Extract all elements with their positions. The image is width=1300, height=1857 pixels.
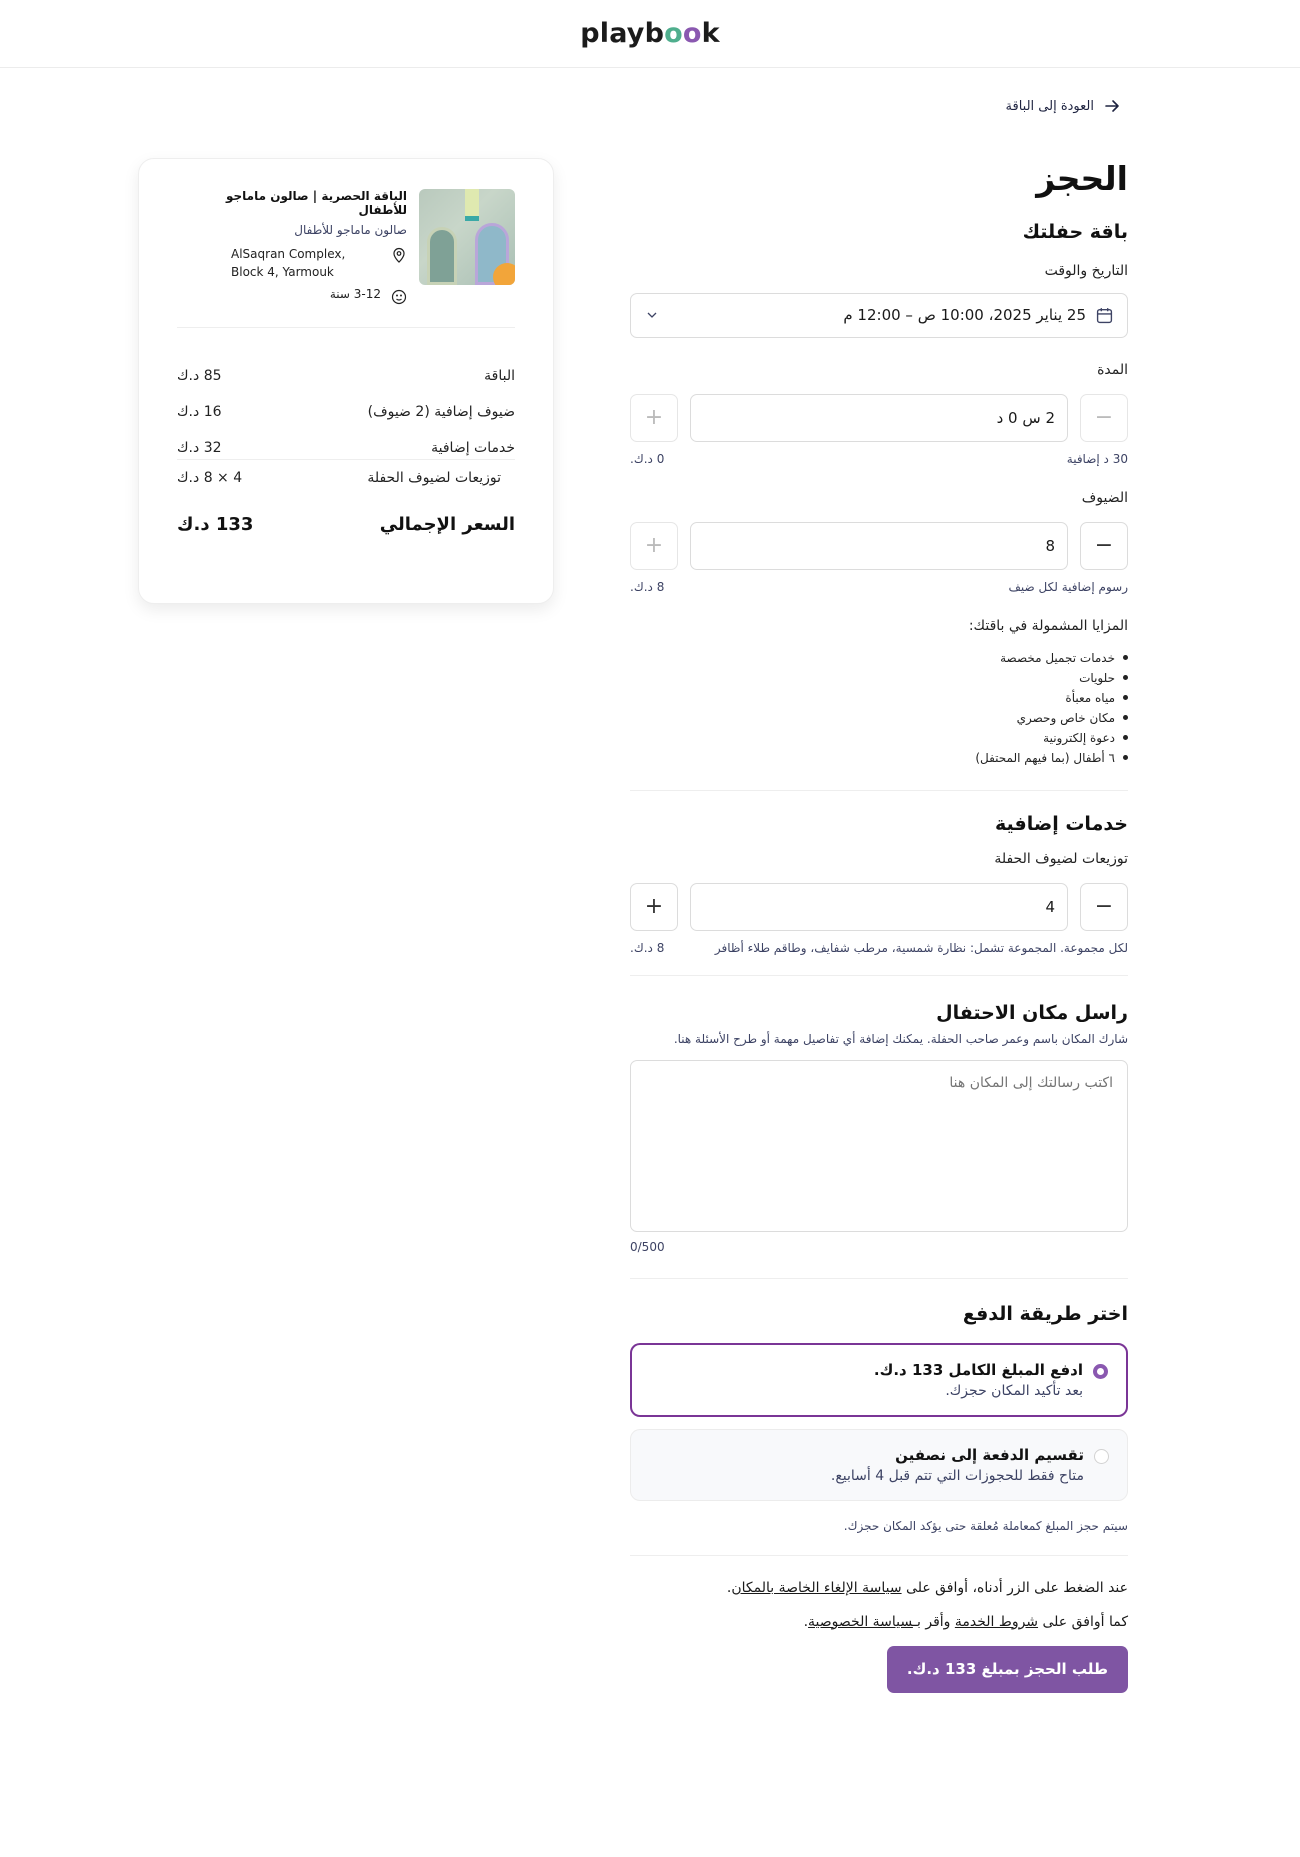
payment-option-subtitle: متاح فقط للحجوزات التي تتم قبل 4 أسابيع.: [830, 1467, 1084, 1484]
duration-price: 0 د.ك.: [630, 451, 665, 466]
divider: [630, 1555, 1128, 1556]
guests-price: 8 د.ك.: [630, 579, 665, 594]
summary-line: [177, 404, 515, 420]
cancellation-agreement: [630, 1580, 1128, 1596]
radio-selected-icon[interactable]: [1093, 1364, 1108, 1379]
goodie-bags-decrement-button[interactable]: −: [1080, 883, 1128, 931]
request-booking-button[interactable]: طلب الحجز بمبلغ 133 د.ك.: [887, 1646, 1128, 1693]
duration-increment-button[interactable]: +: [630, 394, 678, 442]
package-section-title: باقة حفلتك: [1022, 220, 1128, 243]
feature-item: خدمات تجميل مخصصة: [630, 648, 1128, 668]
divider: [630, 1278, 1128, 1279]
legal-text: عند الضغط على الزر أدناه، أوافق على: [901, 1579, 1128, 1596]
message-section-title: راسل مكان الاحتفال: [936, 1001, 1128, 1024]
arrow-right-icon: [1104, 98, 1120, 114]
features-title: المزايا المشمولة في باقتك:: [968, 617, 1128, 634]
legal-text: .: [726, 1579, 732, 1596]
back-link-label: العودة إلى الباقة: [1005, 98, 1094, 114]
legal-text: كما أوافق على: [1038, 1613, 1128, 1630]
radio-unselected-icon[interactable]: [1094, 1449, 1109, 1464]
total-amount: 133 د.ك: [177, 514, 254, 535]
summary-line: [177, 368, 515, 384]
date-time-label: التاريخ والوقت: [1044, 262, 1128, 279]
summary-line: [177, 440, 515, 460]
payment-section-title: اختر طريقة الدفع: [962, 1302, 1128, 1325]
total-label: السعر الإجمالي: [379, 514, 515, 535]
line-label: ضيوف إضافية (2 ضيوف): [367, 404, 515, 420]
terms-of-service-link[interactable]: شروط الخدمة: [954, 1613, 1039, 1630]
venue-info: [177, 189, 515, 305]
payment-option-split[interactable]: [630, 1429, 1128, 1501]
line-label: الباقة: [484, 368, 515, 384]
goodie-bags-price: 8 د.ك.: [630, 940, 665, 955]
date-time-value: 25 يناير 2025، 10:00 ص – 12:00 م: [843, 306, 1086, 325]
location-pin-icon: [391, 247, 407, 263]
date-time-select[interactable]: [630, 293, 1128, 338]
guests-stepper: [630, 522, 1128, 570]
privacy-policy-link[interactable]: سياسة الخصوصية: [808, 1613, 913, 1630]
divider: [630, 790, 1128, 791]
goodie-bags-label: توزيعات لضيوف الحفلة: [994, 850, 1128, 867]
line-label: خدمات إضافية: [431, 440, 515, 456]
goodie-bags-input[interactable]: 4: [690, 883, 1068, 931]
terms-agreement: [630, 1614, 1128, 1630]
duration-stepper: [630, 394, 1128, 442]
line-amount: 4 × 8 د.ك: [177, 470, 243, 486]
goodie-bags-increment-button[interactable]: +: [630, 883, 678, 931]
feature-item: حلويات: [630, 668, 1128, 688]
line-label: توزيعات لضيوف الحفلة: [367, 470, 501, 486]
goodie-bags-stepper: [630, 883, 1128, 931]
age-range: [177, 287, 407, 305]
goodie-bags-hint-row: [630, 941, 1128, 955]
summary-subline: [177, 470, 515, 486]
logo-o-green: o: [664, 18, 683, 49]
cancellation-policy-link[interactable]: سياسة الإلغاء الخاصة بالمكان: [731, 1579, 902, 1596]
playbook-logo[interactable]: [580, 18, 720, 49]
divider: [177, 327, 515, 328]
guests-increment-button[interactable]: +: [630, 522, 678, 570]
summary-total: [177, 514, 515, 535]
duration-hint-row: [630, 452, 1128, 466]
message-textarea[interactable]: [630, 1060, 1128, 1232]
top-bar: [0, 0, 1300, 68]
payment-option-title: تقسيم الدفعة إلى نصفين: [895, 1445, 1084, 1464]
booking-summary-card: [138, 158, 554, 604]
booking-form: [630, 150, 1128, 1693]
line-amount: 32 د.ك: [177, 440, 222, 456]
message-counter: 0/500: [630, 1239, 665, 1254]
chevron-down-icon: [645, 308, 659, 322]
venue-address: [177, 245, 407, 281]
address-text: AlSaqran Complex, Block 4, Yarmouk: [231, 247, 346, 279]
feature-item: مكان خاص وحصري: [630, 708, 1128, 728]
calendar-icon: [1096, 307, 1113, 324]
extras-section-title: خدمات إضافية: [995, 812, 1128, 835]
features-list: [630, 648, 1128, 768]
feature-item: دعوة إلكترونية: [630, 728, 1128, 748]
duration-label: المدة: [1097, 361, 1128, 378]
payment-option-title: ادفع المبلغ الكامل 133 د.ك.: [873, 1360, 1083, 1379]
line-amount: 85 د.ك: [177, 368, 222, 384]
logo-text: playb: [580, 18, 665, 49]
guests-hint: رسوم إضافية لكل ضيف: [1008, 579, 1128, 594]
legal-text: وأقر بـ: [912, 1613, 955, 1630]
feature-item: ٦ أطفال (بما فيهم المحتفل): [630, 748, 1128, 768]
goodie-bags-hint: لكل مجموعة. المجموعة تشمل: نظارة شمسية، مرطب شفايف، وطاقم طلاء أظافر: [714, 940, 1128, 955]
duration-hint: 30 د إضافية: [1066, 451, 1128, 466]
page-title: الحجز: [1036, 159, 1128, 198]
payment-option-full[interactable]: [630, 1343, 1128, 1417]
smiley-face-icon: [391, 289, 407, 305]
duration-input[interactable]: 2 س 0 د: [690, 394, 1068, 442]
payment-note: سيتم حجز المبلغ كمعاملة مُعلقة حتى يؤكد المكان حجزك.: [843, 1518, 1128, 1533]
legal-text: .: [803, 1613, 809, 1630]
back-to-package-link[interactable]: [1006, 98, 1120, 114]
guests-decrement-button[interactable]: −: [1080, 522, 1128, 570]
venue-name: صالون ماماجو للأطفال: [294, 223, 407, 237]
guests-hint-row: [630, 580, 1128, 594]
logo-o-purple: o: [682, 18, 702, 49]
venue-thumbnail: [419, 189, 515, 285]
guests-input[interactable]: 8: [690, 522, 1068, 570]
age-range-text: 3-12 سنة: [329, 287, 381, 301]
duration-decrement-button[interactable]: −: [1080, 394, 1128, 442]
payment-option-subtitle: بعد تأكيد المكان حجزك.: [945, 1382, 1083, 1399]
divider: [630, 975, 1128, 976]
logo-text: k: [701, 18, 720, 49]
message-description: شارك المكان باسم وعمر صاحب الحفلة. يمكنك إضافة أي تفاصيل مهمة أو طرح الأسئلة هنا.: [673, 1031, 1128, 1046]
line-amount: 16 د.ك: [177, 404, 222, 420]
package-venue-title: الباقة الحصرية | صالون ماماجو للأطفال: [225, 189, 407, 217]
guests-label: الضيوف: [1081, 489, 1128, 506]
feature-item: مياه معبأة: [630, 688, 1128, 708]
